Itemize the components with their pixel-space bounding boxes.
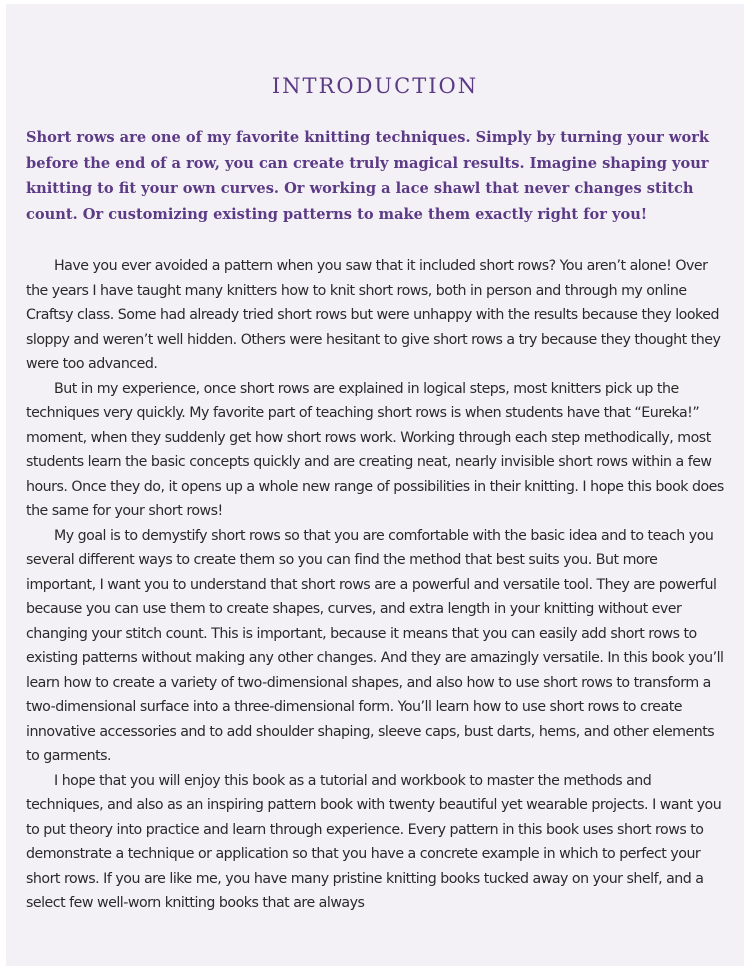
body-text [26,254,728,916]
body-paragraph: Have you ever avoided a pattern when you saw that it included short rows? You aren’t alone! Over the years I have taught many knitters how to knit short rows, both in person and through my online Craftsy class. Some had already tried short rows but were unhappy with the results because they looked sloppy and weren’t well hidden. Others were hesitant to give short rows a try because they thought they were too advanced. [26,258,721,372]
body-paragraph: I hope that you will enjoy this book as a tutorial and workbook to master the methods and techniques, and also as an inspiring pattern book with twenty beautiful yet wearable projects. I want you to put theory into practice and learn through experience. Every pattern in this book uses short rows to demonstrate a technique or application so that you have a concrete example in which to perfect your short rows. If you are like me, you have many pristine knitting books tucked away on your shelf, and a select few well-worn knitting books that are always [26,772,722,911]
document-page [6,4,744,966]
intro-paragraph: Short rows are one of my favorite knitting techniques. Simply by turning your work before the end of a row, you can create truly magical results. Imagine shaping your knitting to fit your own curves. Or working a lace shawl that never changes stitch count. Or customizing existing patterns to make them exactly right for you! [26,129,709,223]
body-paragraph: But in my experience, once short rows are explained in logical steps, most knitters pick up the techniques very quickly. My favorite part of teaching short rows is when students have that “Eureka!” moment, when they suddenly get how short rows work. Working through each step methodically, most students learn the basic concepts quickly and are creating neat, nearly invisible short rows within a few hours. Once they do, it opens up a whole new range of possibilities in their knitting. I hope this book does the same for your short rows! [26,380,724,519]
body-paragraph: My goal is to demystify short rows so that you are comfortable with the basic idea and to teach you several different ways to create them so you can find the method that best suits you. But more important, I want you to understand that short rows are a powerful and versatile tool. They are powerful because you can use them to create shapes, curves, and extra length in your knitting without ever changing your stitch count. This is important, because it means that you can easily add short rows to existing patterns without making any other changes. And they are amazingly versatile. In this book you’ll learn how to create a variety of two-dimensional shapes, and also how to use short rows to transform a two-dimensional surface into a three-dimensional form. You’ll learn how to use short rows to create innovative accessories and to add shoulder shaping, sleeve caps, bust darts, hems, and other elements to garments. [26,527,724,764]
page-title: INTRODUCTION [271,74,479,98]
